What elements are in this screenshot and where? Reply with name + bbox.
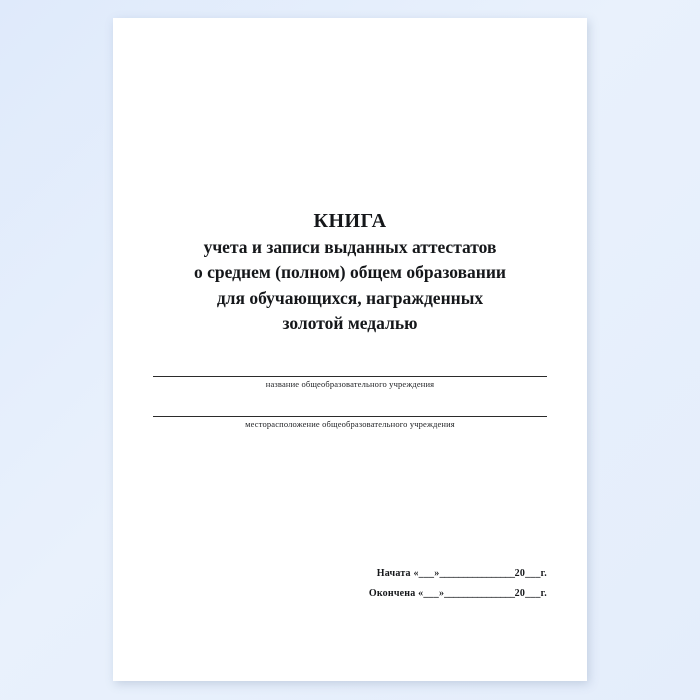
date-started-label: Начата «___» [376, 568, 440, 579]
institution-location-caption: месторасположение общеобразовательного учреждения [245, 419, 455, 429]
institution-location-rule[interactable] [153, 403, 547, 417]
date-finished-label: Окончена «___» [368, 588, 445, 599]
date-started-year: 20___г. [514, 568, 547, 579]
institution-location-field[interactable] [153, 403, 547, 429]
document-content [153, 18, 547, 681]
institution-name-caption: название общеобразовательного учреждения [265, 379, 435, 389]
title-subline-1: учета и записи выданных аттестатов [203, 237, 497, 257]
document-title-block [153, 208, 547, 337]
date-finished-fill[interactable]: _______________ [444, 588, 515, 599]
document-page [113, 18, 587, 681]
page-title: КНИГА [313, 210, 387, 232]
date-started-row[interactable] [302, 568, 547, 579]
title-subline-2: о среднем (полном) общем образовании [193, 262, 507, 283]
institution-name-rule[interactable] [153, 363, 547, 377]
institution-fields [153, 363, 547, 443]
title-subline-3: для обучающихся, награжденных [216, 287, 484, 308]
date-finished-year: 20___г. [514, 588, 547, 599]
date-fields [302, 568, 547, 608]
date-started-fill[interactable]: ________________ [439, 568, 515, 579]
institution-name-field[interactable] [153, 363, 547, 389]
date-finished-row[interactable] [302, 588, 547, 599]
title-subline-4: золотой медалью [282, 313, 418, 334]
